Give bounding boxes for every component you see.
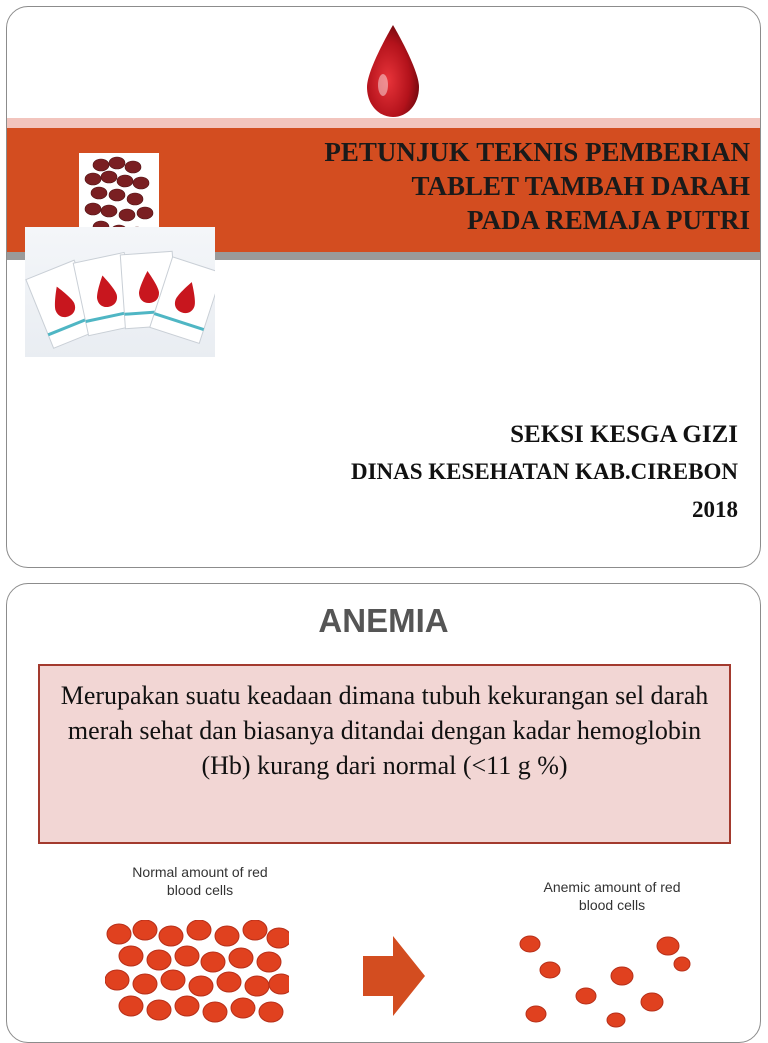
agency-name: DINAS KESEHATAN KAB.CIREBON (350, 459, 738, 484)
title-line: TABLET TAMBAH DARAH (411, 171, 750, 201)
title-line: PETUNJUK TEKNIS PEMBERIAN (324, 137, 750, 167)
department-name: SEKSI KESGA GIZI (510, 421, 738, 448)
blood-drop-icon (363, 23, 423, 119)
year-label: 2018 (692, 497, 738, 522)
slide-heading: ANEMIA (318, 602, 449, 639)
anemia-slide (6, 583, 761, 1043)
right-arrow-icon (363, 936, 425, 1016)
normal-cells-caption: Normal amount of red blood cells (132, 864, 268, 898)
definition-box: Merupakan suatu keadaan dimana tubuh kekurangan sel darah merah sehat dan biasanya ditandai dengan kadar hemoglobin (Hb) kurang dari normal (<11 g %) (38, 664, 731, 844)
normal-red-blood-cells-image (105, 920, 289, 1030)
title-line: PADA REMAJA PUTRI (467, 205, 750, 235)
title-slide (6, 6, 761, 568)
anemic-red-blood-cells-image (512, 932, 692, 1030)
tablet-packets-image (25, 227, 215, 357)
title-band-highlight (7, 118, 760, 128)
slide-title (230, 135, 750, 237)
anemic-cells-caption: Anemic amount of red blood cells (543, 879, 681, 913)
